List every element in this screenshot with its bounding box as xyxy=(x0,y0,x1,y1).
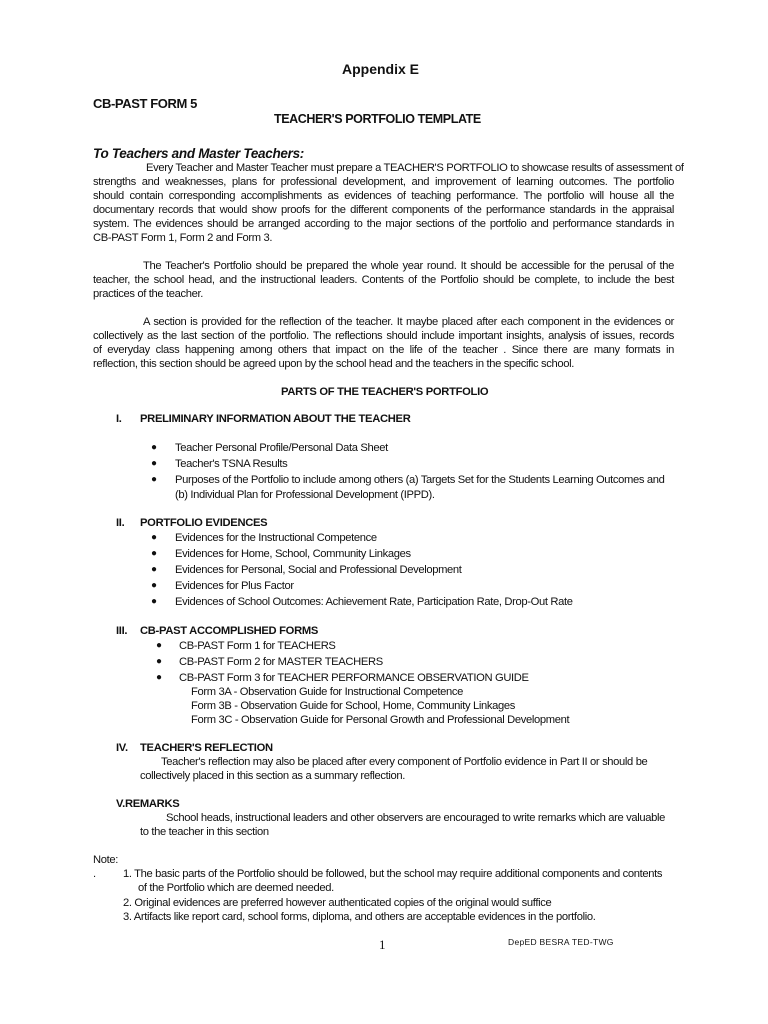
bullet-icon: ● xyxy=(151,458,158,469)
list-item: CB-PAST Form 3 for TEACHER PERFORMANCE OBSERVATION GUIDE xyxy=(179,672,529,684)
bullet-icon: ● xyxy=(151,548,158,559)
note-line: of the Portfolio which are deemed needed. xyxy=(138,882,334,894)
list-item: CB-PAST Form 1 for TEACHERS xyxy=(179,640,336,652)
section-text: to the teacher in this section xyxy=(140,826,269,838)
note-line: 2. Original evidences are preferred however authenticated copies of the original would suffice xyxy=(123,897,552,909)
list-item: Teacher's TSNA Results xyxy=(175,458,288,470)
section-title: PORTFOLIO EVIDENCES xyxy=(140,517,268,529)
bullet-icon: ● xyxy=(151,474,158,485)
note-line: 1. The basic parts of the Portfolio should be followed, but the school may require additional components and contents xyxy=(123,868,663,880)
parts-title: PARTS OF THE TEACHER'S PORTFOLIO xyxy=(281,386,489,398)
section-title: PRELIMINARY INFORMATION ABOUT THE TEACHER xyxy=(140,413,411,425)
list-item: Evidences for Personal, Social and Professional Development xyxy=(175,564,462,576)
bullet-icon: ● xyxy=(151,580,158,591)
bullet-icon: ● xyxy=(151,532,158,543)
page-number: 1 xyxy=(379,937,386,952)
paragraph-line: teacher, the school head, and the instructional leaders. Contents of the Portfolio should be complete, to include the best xyxy=(93,274,674,286)
bullet-icon: ● xyxy=(156,672,163,683)
section-number: IV. xyxy=(116,742,128,754)
paragraph-line: practices of the teacher. xyxy=(93,288,204,300)
list-item: Teacher Personal Profile/Personal Data Sheet xyxy=(175,442,388,454)
bullet-icon: ● xyxy=(151,596,158,607)
section-text: Teacher's reflection may also be placed after every component of Portfolio evidence in Part II or should be xyxy=(161,756,648,768)
bullet-icon: ● xyxy=(156,640,163,651)
list-item: Evidences of School Outcomes: Achievement Rate, Participation Rate, Drop-Out Rate xyxy=(175,596,573,608)
sub-item: Form 3B - Observation Guide for School, Home, Community Linkages xyxy=(191,700,515,712)
list-item: Evidences for Home, School, Community Linkages xyxy=(175,548,411,560)
paragraph-line: reflection, this section should be agreed upon by the school head and the teachers in the specific school. xyxy=(93,358,574,370)
paragraph-line: Every Teacher and Master Teacher must prepare a TEACHER'S PORTFOLIO to showcase results of assessment of xyxy=(146,162,684,174)
section-number: I. xyxy=(116,413,122,425)
paragraph-line: A section is provided for the reflection of the teacher. It maybe placed after each component in the evidences or xyxy=(143,316,674,328)
document-title: TEACHER'S PORTFOLIO TEMPLATE xyxy=(274,112,481,126)
paragraph-line: strengths and weaknesses, plans for professional development, and improvement of learning outcomes. The portfolio xyxy=(93,176,674,188)
section-text: collectively placed in this section as a summary reflection. xyxy=(140,770,406,782)
note-dot: . xyxy=(93,868,96,880)
appendix-title: Appendix E xyxy=(342,61,420,77)
section-title: TEACHER'S REFLECTION xyxy=(140,742,273,754)
note-line: 3. Artifacts like report card, school forms, diploma, and others are acceptable evidences in the portfolio. xyxy=(123,911,596,923)
section-title: CB-PAST ACCOMPLISHED FORMS xyxy=(140,625,319,637)
list-item: Evidences for the Instructional Competence xyxy=(175,532,377,544)
paragraph-line: documentary records that would show proofs for the different components of the performance standards in the appraisal xyxy=(93,204,674,216)
note-label: Note: xyxy=(93,854,118,866)
section-text: School heads, instructional leaders and other observers are encouraged to write remarks which are valuable xyxy=(166,812,665,824)
form-label: CB-PAST FORM 5 xyxy=(93,96,197,111)
list-item: CB-PAST Form 2 for MASTER TEACHERS xyxy=(179,656,383,668)
bullet-icon: ● xyxy=(151,564,158,575)
bullet-icon: ● xyxy=(151,442,158,453)
section-number: II. xyxy=(116,517,125,529)
list-item: Evidences for Plus Factor xyxy=(175,580,294,592)
sub-item: Form 3C - Observation Guide for Personal Growth and Professional Development xyxy=(191,714,570,726)
list-item-continuation: (b) Individual Plan for Professional Development (IPPD). xyxy=(175,489,435,501)
paragraph-line: system. The evidences should be arranged according to the major sections of the portfolio and performance standards in xyxy=(93,218,674,230)
salutation: To Teachers and Master Teachers: xyxy=(93,146,304,161)
paragraph-line: of everyday class happening among others that impact on the life of the teacher . Since there are many formats in xyxy=(93,344,674,356)
paragraph-line: CB-PAST Form 1, Form 2 and Form 3. xyxy=(93,232,273,244)
sub-item: Form 3A - Observation Guide for Instructional Competence xyxy=(191,686,464,698)
section-number: III. xyxy=(116,625,128,637)
section-title: V.REMARKS xyxy=(116,798,180,810)
paragraph-line: collectively as the last section of the portfolio. The reflections should include important insights, analysis of issues, records xyxy=(93,330,674,342)
footer-org: DepED BESRA TED-TWG xyxy=(508,937,614,947)
paragraph-line: should contain corresponding accomplishments as evidences of teaching performance. The portfolio will house all the xyxy=(93,190,674,202)
paragraph-line: The Teacher's Portfolio should be prepared the whole year round. It should be accessible for the perusal of the xyxy=(143,260,674,272)
list-item: Purposes of the Portfolio to include among others (a) Targets Set for the Students Learning Outcomes and xyxy=(175,474,665,486)
bullet-icon: ● xyxy=(156,656,163,667)
